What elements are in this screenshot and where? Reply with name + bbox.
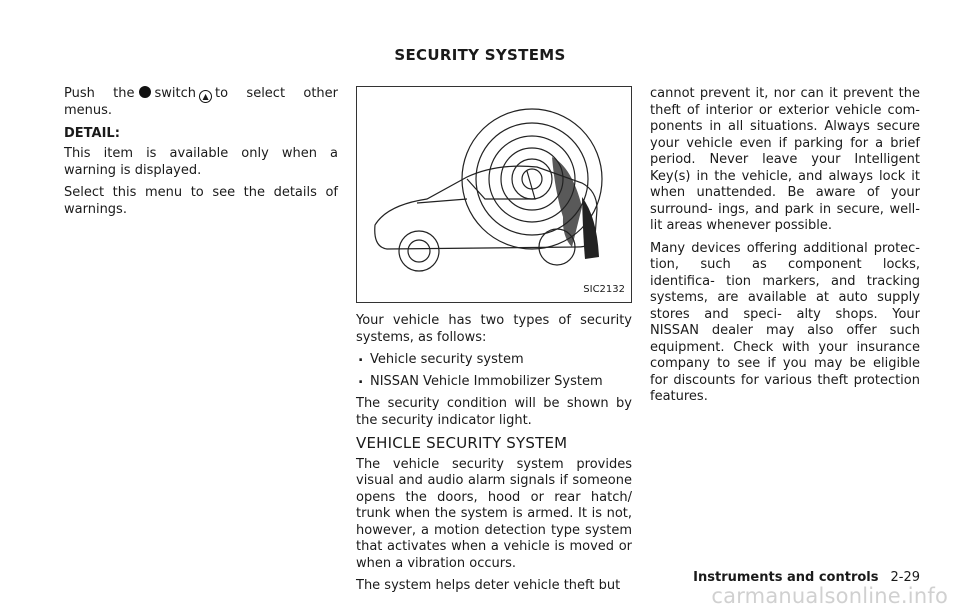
right-column xyxy=(650,86,920,412)
push-switch-paragraph: Push the switch ▲ to select other menus. xyxy=(64,86,338,118)
watermark: carmanualsonline.info xyxy=(711,584,948,608)
middle-column xyxy=(356,86,632,601)
dial-switch-icon xyxy=(139,86,151,98)
security-system-illustration xyxy=(356,86,632,303)
list-item: . Vehicle security system xyxy=(356,352,632,369)
security-types-list xyxy=(356,352,632,390)
page-number: 2-29 xyxy=(890,570,920,585)
section-paragraph-2: The system helps deter vehicle theft but xyxy=(356,578,621,593)
figure-code: SIC2132 xyxy=(583,283,625,295)
detail-label: DETAIL: xyxy=(64,125,120,141)
section-paragraph-1: The vehicle security system provides visual and audio alarm signals if someone opens the doors, hood or rear hatch/ trunk when the system is armed. It is not, however, a motion detection type system that activates when a vehicle is moved or when a vibration occurs. xyxy=(356,456,632,571)
page-footer xyxy=(693,570,920,585)
left-column xyxy=(64,86,338,224)
page-title: SECURITY SYSTEMS xyxy=(394,46,566,64)
list-item: . NISSAN Vehicle Immobilizer System xyxy=(356,374,632,391)
right-paragraph-2: Many devices offering additional protec- tion, such as component locks, identifica- tion markers, and tracking systems, are available at auto supply stores and speci- alty shops. Your NISSAN dealer may also offer such equipment. Check with your insurance company to see if you may be eligible for discounts for various theft protection features. xyxy=(650,240,920,404)
right-paragraph-1: cannot prevent it, nor can it prevent the theft of interior or exterior vehicle com- ponents in all situations. Always secure your vehicle even if parking for a brief period. Never leave your Intelligent Key(s) in the vehicle, and always lock it when unattended. Be aware of your surround- ings, and park in secure, well-lit areas whenever possible. xyxy=(650,86,920,233)
condition-paragraph: The security condition will be shown by the security indicator light. xyxy=(356,396,632,428)
detail-paragraph-1: This item is available only when a warning is displayed. xyxy=(64,146,338,178)
intro-paragraph: Your vehicle has two types of security systems, as follows: xyxy=(356,313,632,345)
section-heading: VEHICLE SECURITY SYSTEM xyxy=(356,434,568,452)
steering-switch-icon: ▲ xyxy=(199,90,212,103)
footer-section: Instruments and controls xyxy=(693,570,879,585)
detail-paragraph-2: Select this menu to see the details of warnings. xyxy=(64,185,338,217)
car-alarm-drawing xyxy=(357,87,631,302)
